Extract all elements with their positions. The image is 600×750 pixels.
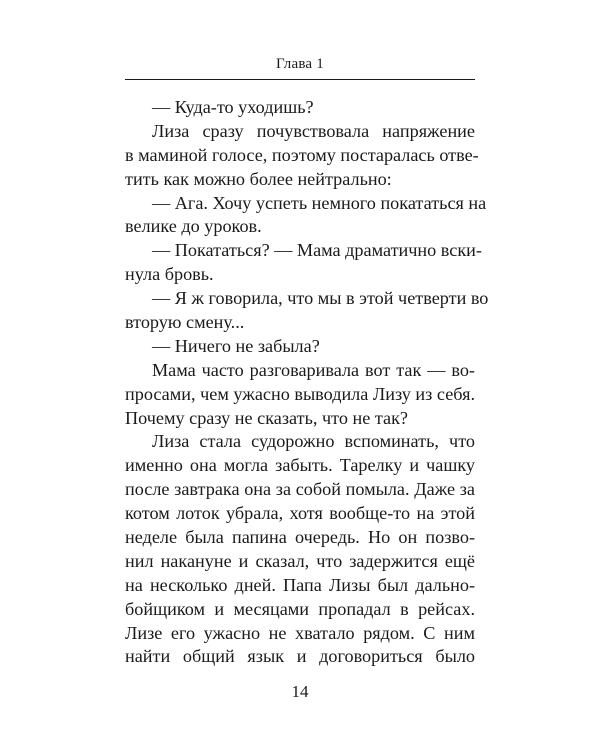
text-line: велике до уроков. [125,216,262,237]
text-line: в маминой голосе, поэтому постаралась отве- [125,144,479,165]
text-line: найти общий язык и договориться было [125,646,475,667]
text-line: — Куда-то уходишь? [152,97,314,117]
text-line: вторую смену... [125,312,245,333]
text-line: котом лоток убрала, хотя вообще-то на этой [125,503,475,524]
page-number: 14 [291,682,309,701]
text-line: именно она могла забыть. Тарелку и чашку [125,455,475,476]
text-line: неделе была папина очередь. Но он позво- [125,527,475,548]
text-line: Почему сразу не сказать, что не так? [125,407,408,428]
text-line: тить как можно более нейтрально: [125,168,392,189]
text-line: нула бровь. [125,264,214,285]
text-line: бойщиком и месяцами пропадал в рейсах. [125,598,475,619]
text-line: — Ага. Хочу успеть немного покататься на [152,192,487,213]
text-line: Лиза сразу почувствовала напряжение [152,120,475,141]
text-line: на несколько дней. Папа Лизы был дально- [125,574,475,595]
chapter-title: Глава 1 [276,56,324,72]
text-line: Лиза стала судорожно вспоминать, что [152,431,475,452]
text-line: Лизе его ужасно не хватало рядом. С ним [125,622,475,643]
text-line: — Я ж говорила, что мы в этой четверти во [152,288,489,309]
page-body [125,96,489,669]
text-line: Мама часто разговаривала вот так — во- [152,359,475,380]
text-line: — Ничего не забыла? [152,335,320,356]
text-line: после завтрака она за собой помыла. Даже за [125,479,475,500]
text-line: просами, чем ужасно выводила Лизу из себя. [125,383,475,404]
text-line: — Покататься? — Мама драматично вски- [152,240,482,261]
text-line: нил накануне и сказал, что задержится ещё [125,550,475,571]
header-rule [125,79,475,80]
